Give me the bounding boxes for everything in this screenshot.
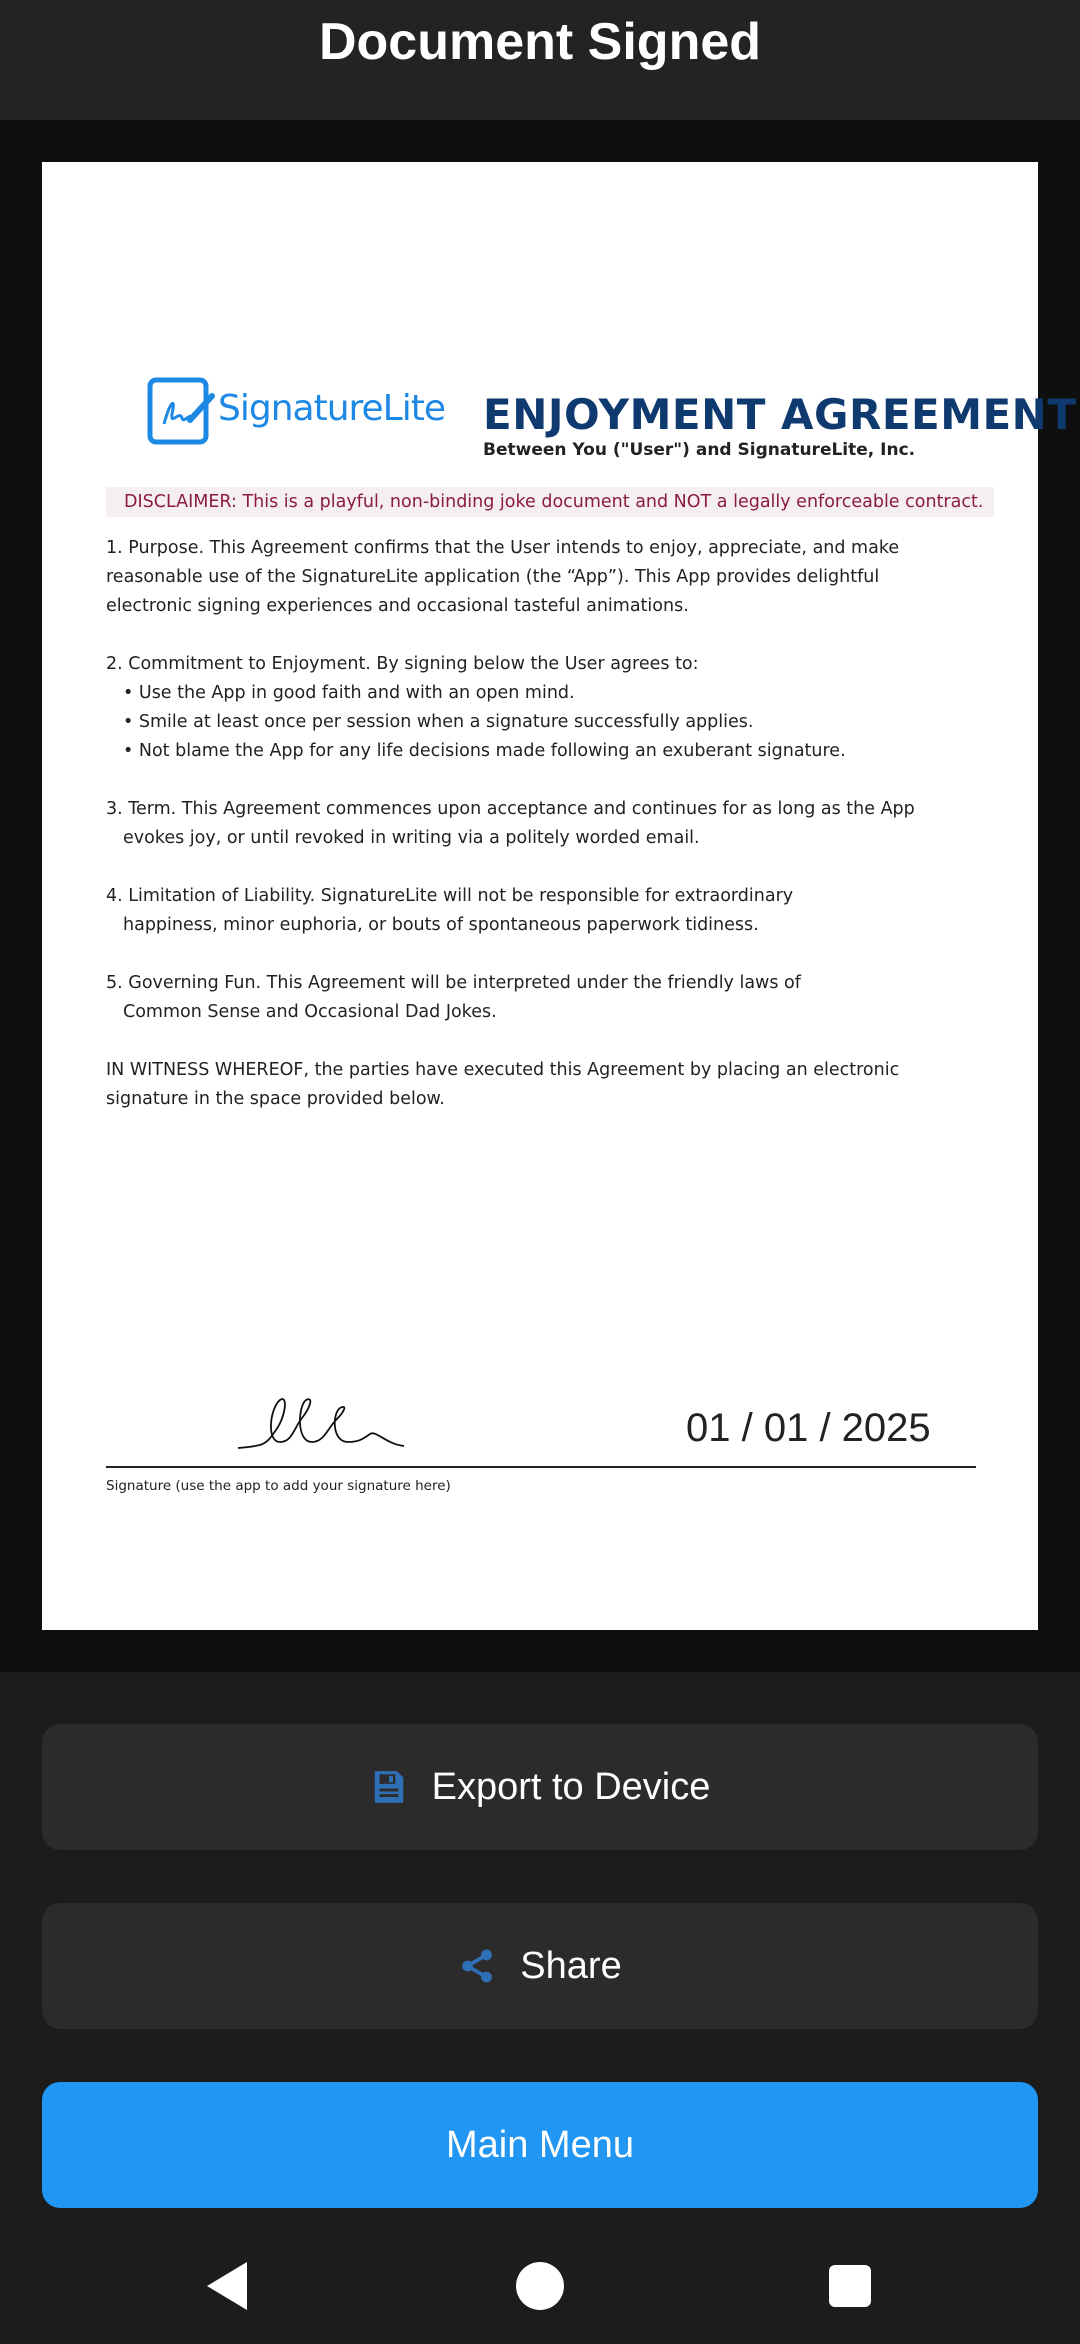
signaturelite-logo [146, 374, 445, 454]
back-icon[interactable] [207, 2262, 247, 2310]
export-to-device-button[interactable] [42, 1724, 1038, 1850]
main-menu-button[interactable] [42, 2082, 1038, 2208]
witness-line: IN WITNESS WHEREOF, the parties have executed this Agreement by placing an electronic [106, 1060, 900, 1080]
home-icon[interactable] [516, 2262, 564, 2310]
agreement-body [106, 534, 986, 1114]
recent-apps-icon[interactable] [829, 2265, 871, 2307]
clause-commitment-line: 2. Commitment to Enjoyment. By signing below the User agrees to: [106, 654, 699, 674]
clause-liability-line: 4. Limitation of Liability. SignatureLite will not be responsible for extraordinary [106, 886, 794, 906]
document-page [42, 162, 1077, 1630]
clause-term-line: 3. Term. This Agreement commences upon acceptance and continues for as long as the App [106, 799, 915, 819]
commitment-bullet: • Not blame the App for any life decisions made following an exuberant signature. [123, 741, 846, 761]
share-button-label: Share [520, 1944, 622, 1987]
disclaimer-banner: DISCLAIMER: This is a playful, non-binding joke document and NOT a legally enforceable contract. [106, 487, 994, 517]
clause-purpose-line: 1. Purpose. This Agreement confirms that the User intends to enjoy, appreciate, and make [106, 538, 900, 558]
clause-purpose-line: reasonable use of the SignatureLite application (the “App”). This App provides delightful [106, 567, 880, 587]
share-button[interactable] [42, 1903, 1038, 2029]
clause-purpose-line: electronic signing experiences and occasional tasteful animations. [106, 596, 689, 616]
clause-term-line: evokes joy, or until revoked in writing via a politely worded email. [123, 828, 700, 848]
document-viewer[interactable] [0, 120, 1080, 1672]
export-button-label: Export to Device [431, 1765, 711, 1808]
witness-line: signature in the space provided below. [106, 1089, 445, 1109]
app-header [0, 0, 1080, 120]
floppy-disk-icon [370, 1768, 408, 1806]
logo-wordmark: SignatureLite [218, 388, 445, 429]
page-title: Document Signed [318, 13, 762, 71]
commitment-bullet: • Smile at least once per session when a signature successfully applies. [123, 712, 754, 732]
agreement-title: ENJOYMENT AGREEMENT [483, 390, 1077, 439]
signature-caption: Signature (use the app to add your signature here) [106, 1478, 451, 1494]
share-icon [458, 1947, 496, 1985]
system-navigation-bar [0, 2232, 1080, 2344]
signature-pen-icon [146, 374, 218, 450]
agreement-subtitle: Between You ("User") and SignatureLite, Inc. [483, 440, 916, 460]
signature-area[interactable] [106, 1380, 976, 1500]
main-menu-button-label: Main Menu [446, 2123, 634, 2166]
clause-liability-line: happiness, minor euphoria, or bouts of spontaneous paperwork tidiness. [123, 915, 759, 935]
handwritten-signature [236, 1388, 406, 1458]
commitment-bullet: • Use the App in good faith and with an open mind. [123, 683, 575, 703]
clause-governing-line: 5. Governing Fun. This Agreement will be interpreted under the friendly laws of [106, 973, 801, 993]
clause-governing-line: Common Sense and Occasional Dad Jokes. [123, 1002, 497, 1022]
signature-line [106, 1466, 976, 1468]
signature-date: 01 / 01 / 2025 [686, 1406, 931, 1450]
